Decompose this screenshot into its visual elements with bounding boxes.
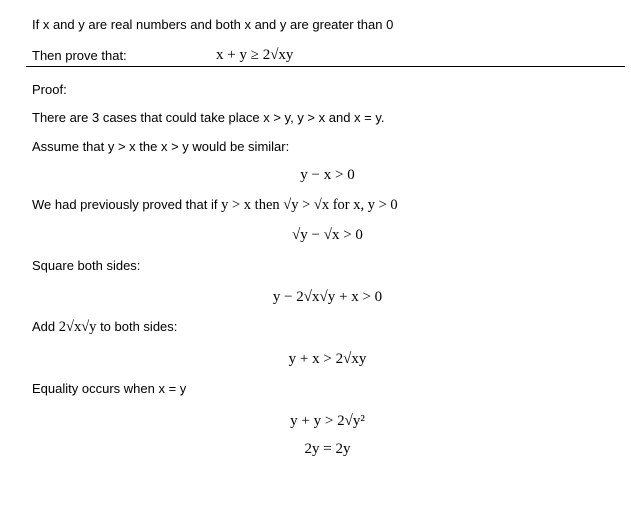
cases-text: There are 3 cases that could take place x > y, y > x and x = y. bbox=[32, 110, 385, 125]
header-divider bbox=[26, 66, 625, 67]
previous-proof-text: We had previously proved that if bbox=[32, 197, 218, 212]
proof-heading: Proof: bbox=[32, 82, 67, 97]
assumption-text: Assume that y > x the x > y would be similar: bbox=[32, 139, 290, 154]
premise-text: If x and y are real numbers and both x and y are greater than 0 bbox=[32, 17, 394, 32]
equation-5: y + y > 2√y² bbox=[290, 413, 365, 429]
equation-2: √y − √x > 0 bbox=[292, 227, 363, 243]
add-step-pre: Add bbox=[32, 319, 56, 334]
equation-6: 2y = 2y bbox=[304, 441, 351, 457]
add-step-math: 2√x√y bbox=[58, 319, 97, 335]
equality-text: Equality occurs when x = y bbox=[32, 381, 187, 396]
previous-proof-math: y > x then √y > √x for x, y > 0 bbox=[221, 197, 398, 213]
square-step-text: Square both sides: bbox=[32, 258, 141, 273]
equation-1: y − x > 0 bbox=[300, 167, 355, 183]
add-step-post: to both sides: bbox=[100, 319, 178, 334]
previous-proof-line bbox=[32, 197, 398, 213]
equation-3: y − 2√x√y + x > 0 bbox=[272, 289, 383, 305]
equation-4: y + x > 2√xy bbox=[288, 351, 367, 367]
prove-statement: x + y ≥ 2√xy bbox=[216, 47, 294, 63]
prove-label: Then prove that: bbox=[32, 48, 127, 63]
add-step-line bbox=[32, 319, 177, 335]
